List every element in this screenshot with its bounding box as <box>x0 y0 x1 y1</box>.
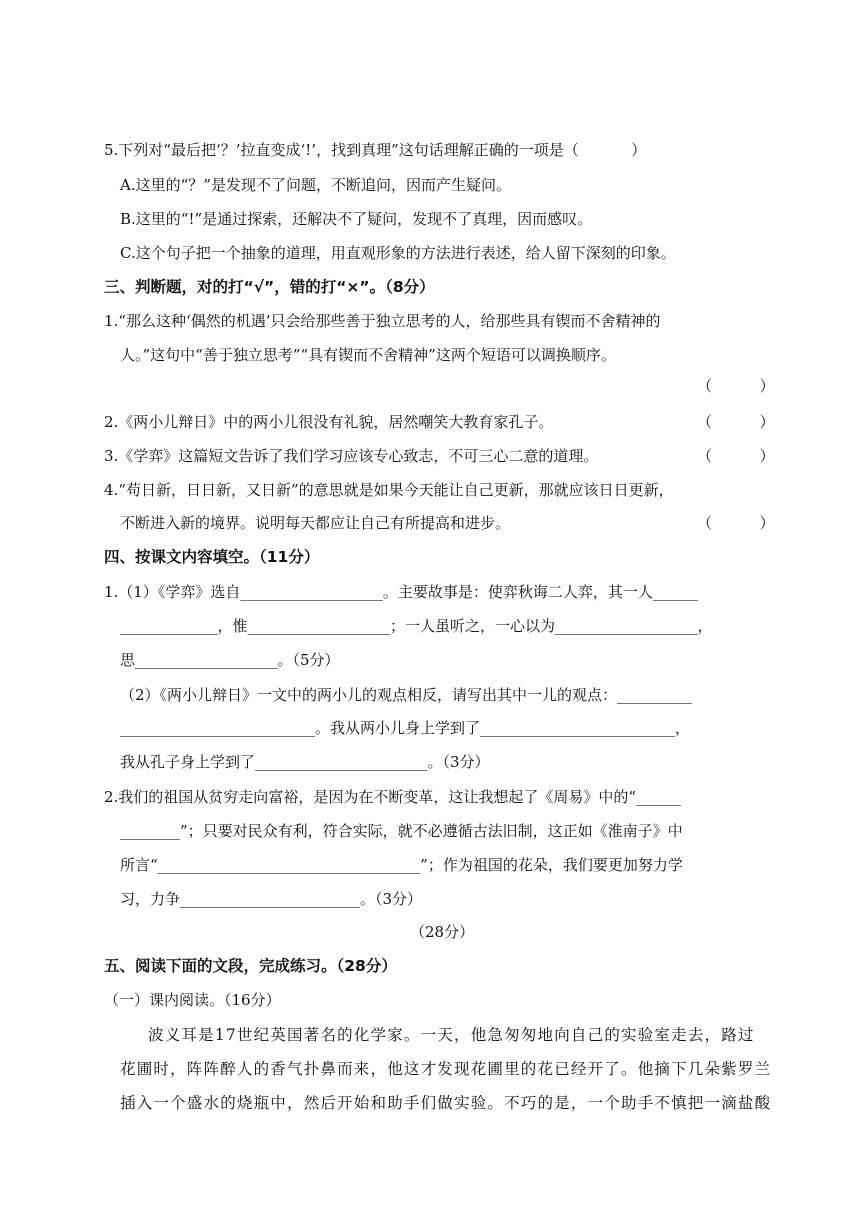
s4-line3[interactable]: 思___________________。（5分） <box>120 651 340 669</box>
s3-item1-line1: 1.“那么这种‘偶然的机遇’只会给那些善于独立思考的人，给那些具有锲而不舍精神的 <box>104 312 661 330</box>
s4-score: （28分） <box>410 923 475 941</box>
s3-item4-line1: 4.“苟日新，日日新，又日新”的意思就是如果今天能让自己更新，那就应该日日更新， <box>104 481 674 499</box>
s4-line5[interactable]: __________________________。我从两小儿身上学到了__________________________， <box>120 719 691 737</box>
q5-stem: 5.下列对“最后把‘？’拉直变成‘!’，找到真理”这句话理解正确的一项是（ ） <box>104 141 647 159</box>
s5-passage-line3: 插入一个盛水的烧瓶中，然后开始和助手们做实验。不巧的是，一个助手不慎把一滴盐酸 <box>120 1094 772 1112</box>
s5-passage-line2: 花圃时，阵阵醉人的香气扑鼻而来，他这才发现花圃里的花已经开了。他摘下几朵紫罗兰 <box>120 1060 772 1078</box>
q5-option-a: A.这里的“？”是发现不了问题，不断追问，因而产生疑问。 <box>120 176 511 194</box>
s4-line7[interactable]: 2.我们的祖国从贫穷走向富裕，是因为在不断变革，这让我想起了《周易》中的“______ <box>104 788 681 806</box>
q5-option-c: C.这个句子把一个抽象的道理，用直观形象的方法进行表述，给人留下深刻的印象。 <box>120 244 676 262</box>
s5-subheading: （一）课内阅读。（16分） <box>104 991 281 1009</box>
s4-line8[interactable]: ________”；只要对民众有利，符合实际，就不必遵循古法旧制，这正如《淮南子》中 <box>120 822 683 840</box>
s3-item1-line2: 人。”这句中“善于独立思考”“具有锲而不舍精神”这两个短语可以调换顺序。 <box>120 346 616 364</box>
section5-heading: 五、阅读下面的文段，完成练习。（28分） <box>104 957 397 975</box>
s3-item1-answer-paren[interactable]: （ ） <box>697 377 775 395</box>
section3-heading: 三、判断题，对的打“√”，错的打“×”。（8分） <box>104 278 435 296</box>
s3-item4-line2: 不断进入新的境界。说明每天都应让自己有所提高和进步。 <box>120 514 511 532</box>
s3-item3: 3.《学弈》这篇短文告诉了我们学习应该专心致志，不可三心二意的道理。 <box>104 447 599 465</box>
s4-line2[interactable]: _____________，惟___________________；一人虽听之，一心以为___________________， <box>120 617 713 635</box>
s4-line4[interactable]: （2）《两小儿辩日》一文中的两小儿的观点相反，请写出其中一儿的观点：__________ <box>120 686 693 704</box>
s4-line6[interactable]: 我从孔子身上学到了_______________________。（3分） <box>120 753 490 771</box>
s3-item4-answer-paren[interactable]: （ ） <box>697 514 775 532</box>
s5-passage-line1: 波义耳是17世纪英国著名的化学家。一天，他急匆匆地向自己的实验室走去，路过 <box>148 1026 755 1044</box>
q5-option-b: B.这里的“!”是通过探索，还解决不了疑问，发现不了真理，因而感叹。 <box>120 210 593 228</box>
s4-line10[interactable]: 习，力争________________________。（3分） <box>120 890 423 908</box>
s4-line9[interactable]: 所言“___________________________________”；作为祖国的花朵，我们要更加努力学 <box>120 856 683 874</box>
s4-line1[interactable]: 1.（1）《学弈》选自___________________。主要故事是：使弈秋诲二人弈，其一人______ <box>104 583 698 601</box>
section4-heading: 四、按课文内容填空。（11分） <box>104 548 320 566</box>
s3-item3-answer-paren[interactable]: （ ） <box>697 447 775 465</box>
s3-item2: 2.《两小儿辩日》中的两小儿很没有礼貌，居然嘲笑大教育家孔子。 <box>104 413 554 431</box>
s3-item2-answer-paren[interactable]: （ ） <box>697 413 775 431</box>
